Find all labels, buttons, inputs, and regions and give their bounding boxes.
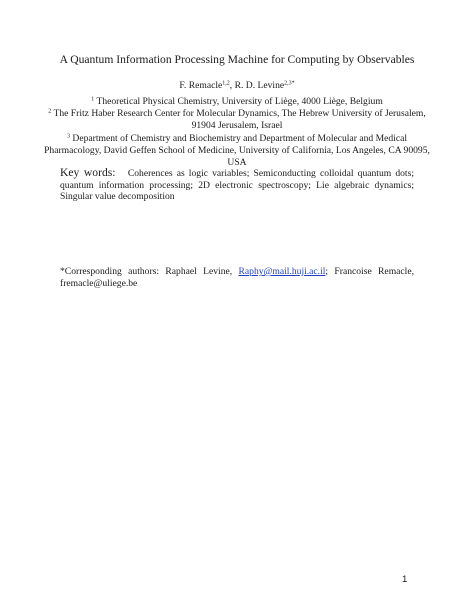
page-number: 1 (402, 574, 408, 585)
keywords-section (60, 167, 414, 203)
affiliation-3 (44, 133, 430, 170)
author-name-remacle: F. Remacle (179, 80, 223, 91)
author-affiliation-marks-levine: 2,3* (284, 80, 295, 87)
affiliation-1 (44, 96, 430, 108)
email-link-levine[interactable]: Raphy@mail.huji.ac.il (238, 266, 326, 277)
author-name-levine: R. D. Levine (234, 80, 285, 91)
paper-title: A Quantum Information Processing Machine for Computing by Observables (59, 53, 415, 66)
email-remacle: fremacle@uliege.be (60, 278, 138, 290)
affiliation-text: Theoretical Physical Chemistry, University of Liège, 4000 Liège, Belgium (96, 96, 383, 107)
author-list (0, 80, 474, 92)
affiliation-2 (44, 108, 430, 132)
corresponding-middle: ; Francoise Remacle, (325, 266, 414, 277)
corresponding-prefix: *Corresponding authors: Raphael Levine, (60, 266, 233, 277)
corresponding-authors-note (60, 266, 414, 290)
affiliation-text: The Fritz Haber Research Center for Molecular Dynamics, The Hebrew University of Jerusalem, 91904 Jerusalem, Israel (53, 108, 426, 132)
affiliation-mark: 2 (48, 108, 52, 115)
affiliation-mark: 3 (66, 133, 70, 140)
keywords-label: Key words: (60, 166, 116, 179)
author-separator: , (229, 80, 235, 91)
author-affiliation-marks-remacle: 1,2 (222, 80, 230, 87)
affiliation-mark: 1 (91, 96, 95, 103)
affiliation-list (44, 96, 430, 169)
keywords-text: Coherences as logic variables; Semiconducting colloidal quantum dots; quantum information processing; 2D electronic spectroscopy; Lie algebraic dynamics; Singular value decomposition (60, 168, 414, 203)
affiliation-text: Department of Chemistry and Biochemistry and Department of Molecular and Medical Pharmacology, David Geffen School of Medicine, University of California, Los Angeles, CA 90095, USA (44, 132, 430, 169)
